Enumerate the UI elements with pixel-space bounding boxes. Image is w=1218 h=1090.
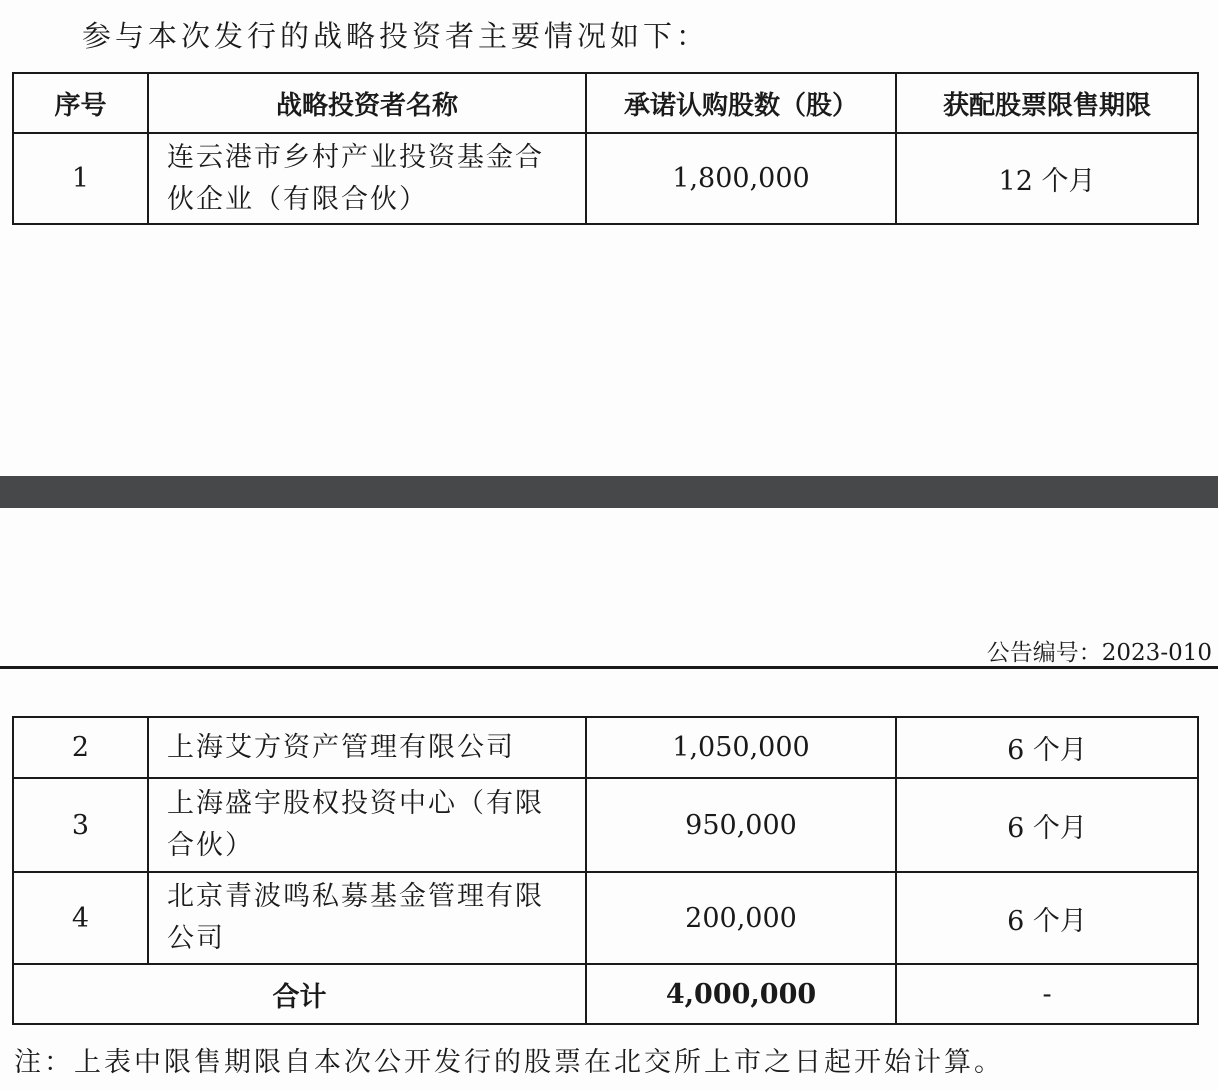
- table-row: [13, 872, 1198, 964]
- investor-name-line: 伙企业（有限合伙）: [167, 183, 428, 215]
- row-lockup: 6 个月: [896, 717, 1198, 778]
- table-row: [13, 133, 1198, 224]
- total-lockup: -: [896, 964, 1198, 1024]
- row-lockup: 12 个月: [896, 133, 1198, 224]
- document-number: 公告编号：2023-010: [986, 640, 1212, 666]
- header-seq: 序号: [13, 73, 148, 133]
- row-investor-name: [148, 778, 586, 872]
- investor-name-line: 合伙）: [167, 830, 254, 861]
- row-seq: 2: [13, 717, 148, 778]
- row-shares: 200,000: [586, 872, 896, 964]
- investor-name-line: 上海盛宇股权投资中心（有限: [167, 788, 544, 819]
- row-lockup: 6 个月: [896, 778, 1198, 872]
- investor-name-line: 上海艾方资产管理有限公司: [167, 731, 515, 763]
- investor-name-line: 公司: [167, 923, 225, 954]
- header-committed-shares: 承诺认购股数（股）: [586, 73, 896, 133]
- total-row: [13, 964, 1198, 1024]
- row-seq: 4: [13, 872, 148, 964]
- header-lockup-period: 获配股票限售期限: [896, 73, 1198, 133]
- investor-name-line: 北京青波鸣私募基金管理有限: [167, 881, 544, 912]
- row-seq: 3: [13, 778, 148, 872]
- row-investor-name: [148, 133, 586, 224]
- intro-text: 参与本次发行的战略投资者主要情况如下：: [82, 19, 710, 53]
- investor-name-line: 连云港市乡村产业投资基金合: [167, 141, 544, 173]
- total-label: 合计: [13, 964, 586, 1024]
- row-investor-name: [148, 872, 586, 964]
- table-row: [13, 778, 1198, 872]
- header-rule: [0, 666, 1218, 669]
- row-shares: 1,800,000: [586, 133, 896, 224]
- row-lockup: 6 个月: [896, 872, 1198, 964]
- investor-table-bottom: [12, 716, 1199, 1025]
- table-row: [13, 717, 1198, 778]
- row-investor-name: [148, 717, 586, 778]
- row-shares: 1,050,000: [586, 717, 896, 778]
- footnote: 注：上表中限售期限自本次公开发行的股票在北交所上市之日起开始计算。: [14, 1047, 1004, 1078]
- total-shares: 4,000,000: [586, 964, 896, 1024]
- page-break-divider: [0, 476, 1218, 508]
- header-investor-name: 战略投资者名称: [148, 73, 586, 133]
- investor-table-top: [12, 72, 1199, 225]
- row-shares: 950,000: [586, 778, 896, 872]
- table-header-row: [13, 73, 1198, 133]
- row-seq: 1: [13, 133, 148, 224]
